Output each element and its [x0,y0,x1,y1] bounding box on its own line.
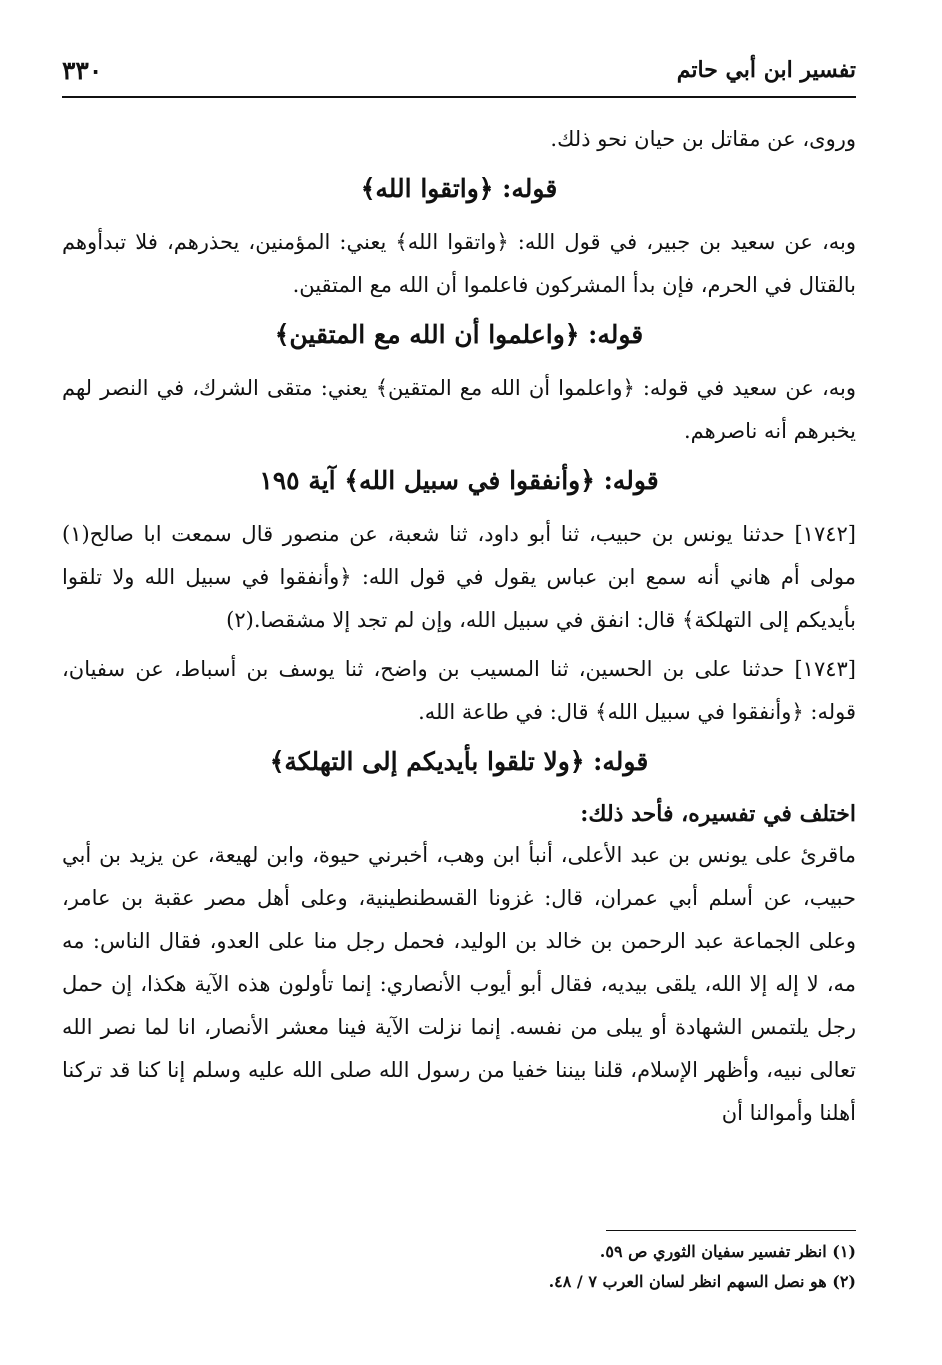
sub-heading: اختلف في تفسيره، فأحد ذلك: [580,801,856,827]
paragraph: وبه، عن سعيد في قوله: ﴿واعلموا أن الله مع المتقين﴾ يعني: متقى الشرك، في النصر لهم يخبرهم أنه ناصرهم. [62,376,856,443]
paragraph: [١٧٤٣] حدثنا على بن الحسين، ثنا المسيب بن واضح، ثنا يوسف بن أسباط، عن سفيان، قوله: ﴿وأنفقوا في سبيل الله﴾ قال: في طاعة الله. [62,657,856,724]
footnote: (٢) هو نصل السهم انظر لسان العرب ٧ / ٤٨. [548,1272,856,1291]
footnote: (١) انظر تفسير سفيان الثوري ص ٥٩. [599,1242,856,1261]
section-heading: قوله: ﴿واتقوا الله﴾ [360,174,558,203]
page-number: ٣٣٠ [62,55,103,85]
section-heading: قوله: ﴿واعلموا أن الله مع المتقين﴾ [274,320,644,349]
book-page [62,40,856,1340]
paragraph: وبه، عن سعيد بن جبير، في قول الله: ﴿واتقوا الله﴾ يعني: المؤمنين، يحذرهم، فلا تبدأوهم بالقتال في الحرم، فإن بدأ المشركون فاعلموا أن الله مع المتقين. [62,230,856,297]
paragraph: وروى، عن مقاتل بن حيان نحو ذلك. [550,127,856,151]
main-text [62,118,856,1141]
footnotes [62,1230,856,1297]
footnote-divider [606,1230,856,1231]
paragraph: [١٧٤٢] حدثنا يونس بن حبيب، ثنا أبو داود، ثنا شعبة، عن منصور قال سمعت ابا صالح(١) مولى أم هاني أنه سمع ابن عباس يقول في قول الله: ﴿وأنفقوا في سبيل الله ولا تلقوا بأيديكم إلى التهلكة﴾ قال: انفق في سبيل الله، وإن لم تجد إلا مشقصا.(٢) [62,522,856,632]
paragraph: ماقرئ على يونس بن عبد الأعلى، أنبأ ابن وهب، أخبرني حيوة، وابن لهيعة، عن يزيد بن أبي حبيب، عن أسلم أبي عمران، قال: غزونا القسطنطينية، وعلى أهل مصر عقبة بن عامر، وعلى الجماعة عبد الرحمن بن خالد بن الوليد، فحمل رجل منا على العدو، فقال الناس: مه مه، لا إله إلا الله، يلقى بيديه، فقال أبو أيوب الأنصاري: إنما تأولون هذه الآية هكذا، إن حمل رجل يلتمس الشهادة أو يبلى من نفسه. إنما نزلت الآية فينا معشر الأنصار، انا لما نصر الله تعالى نبيه، وأظهر الإسلام، قلنا بيننا خفيا من رسول الله صلى الله عليه وسلم إنا كنا قد تركنا أهلنا وأموالنا أن [62,843,856,1125]
section-heading: قوله: ﴿وأنفقوا في سبيل الله﴾ آية ١٩٥ [259,466,659,495]
running-header [62,50,856,98]
section-heading: قوله: ﴿ولا تلقوا بأيديكم إلى التهلكة﴾ [269,747,649,776]
book-title: تفسير ابن أبي حاتم [676,57,856,83]
